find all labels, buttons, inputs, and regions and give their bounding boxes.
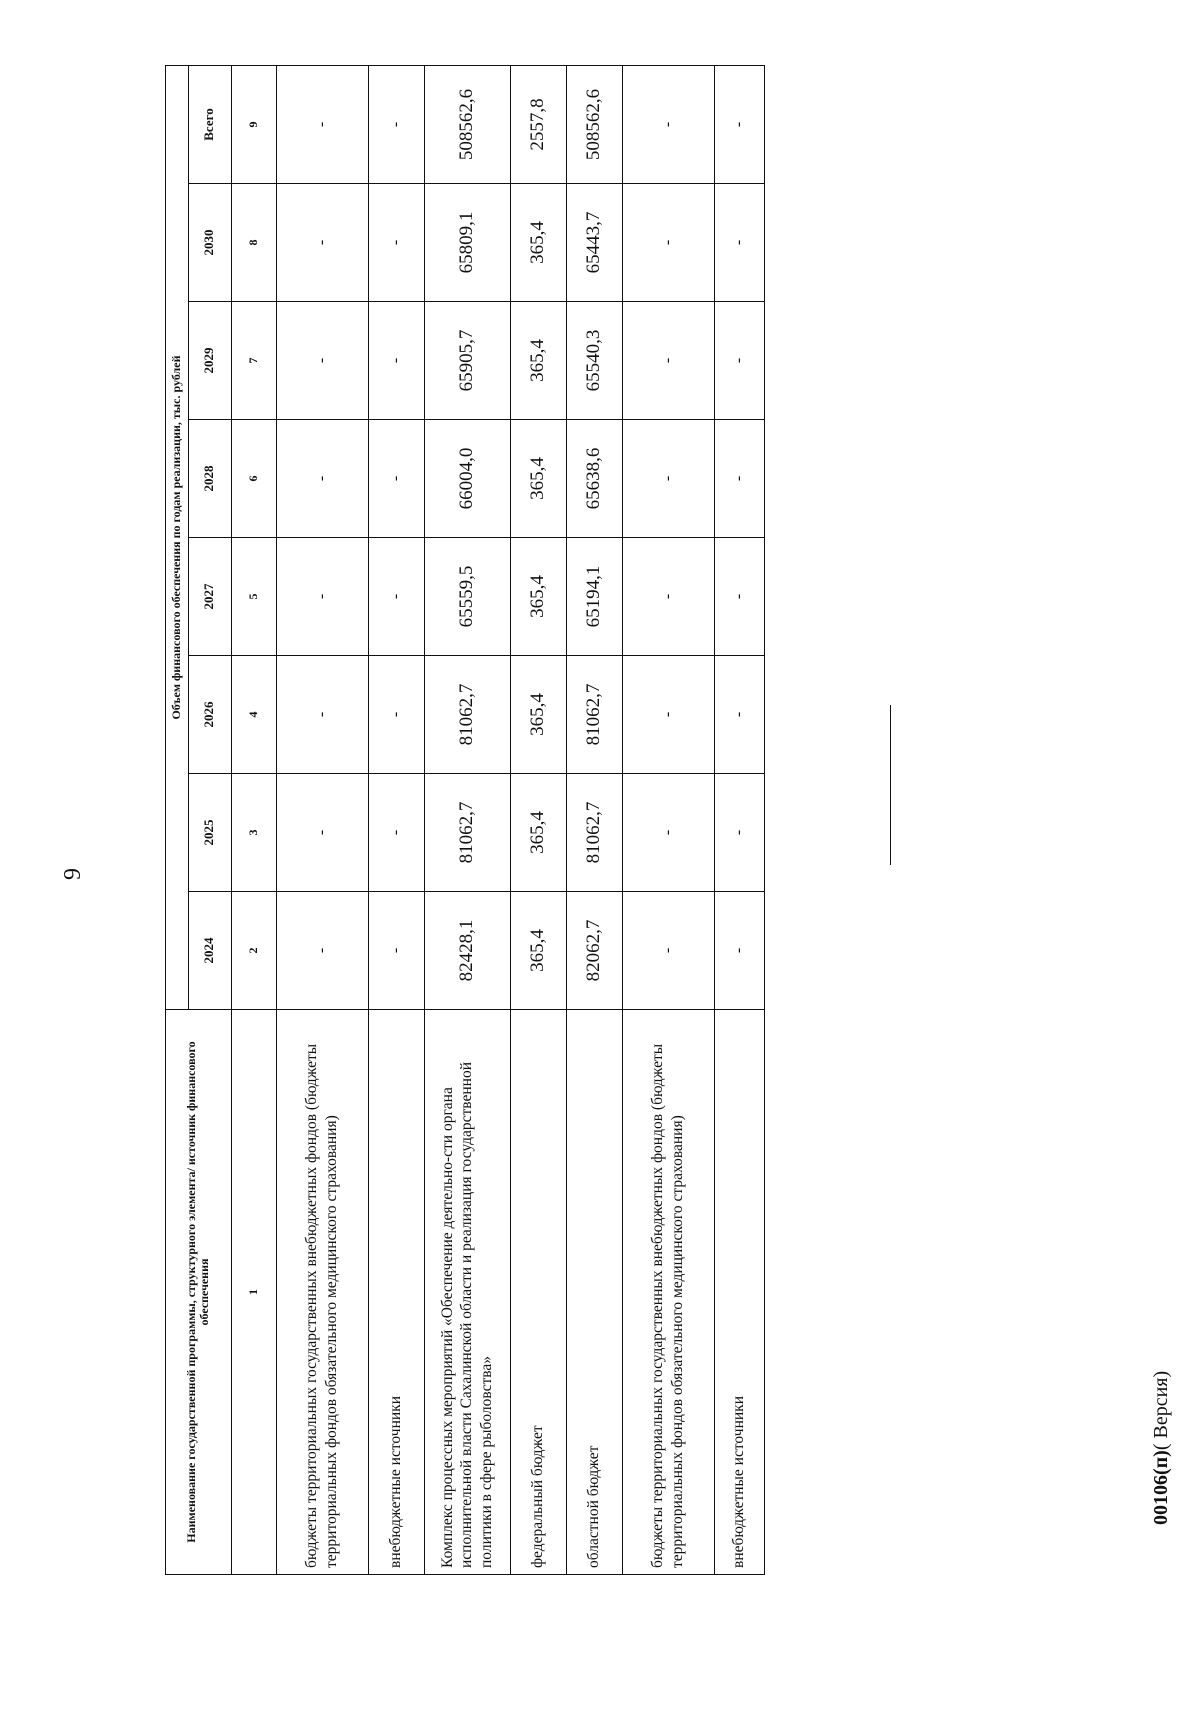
table-cell: - — [622, 538, 714, 656]
financing-table — [165, 65, 765, 1575]
column-number: 6 — [231, 420, 276, 538]
table-cell: 365,4 — [510, 892, 566, 1010]
table-row — [510, 66, 566, 1575]
column-number: 1 — [231, 1010, 276, 1575]
table-cell: 508562,6 — [424, 66, 510, 184]
table-cell: 365,4 — [510, 184, 566, 302]
year-header: 2029 — [188, 302, 231, 420]
table-cell: 81062,7 — [424, 774, 510, 892]
table-row — [622, 66, 714, 1575]
table-cell: 65559,5 — [424, 538, 510, 656]
table-cell: - — [714, 774, 764, 892]
table-cell: 65540,3 — [566, 302, 622, 420]
table-cell: 65194,1 — [566, 538, 622, 656]
row-label: бюджеты территориальных государственных внебюджетных фондов (бюджеты территориальных фондов обязательного медицинского страхования) — [622, 1010, 714, 1575]
page-number: 9 — [60, 868, 86, 880]
table-row — [714, 66, 764, 1575]
table-cell: - — [368, 184, 424, 302]
table-cell: - — [714, 538, 764, 656]
table-cell: 508562,6 — [566, 66, 622, 184]
table-cell: 65638,6 — [566, 420, 622, 538]
table-cell: - — [714, 66, 764, 184]
header-volume: Объем финансового обеспечения по годам реализации, тыс. рублей — [166, 66, 189, 1010]
column-number: 4 — [231, 656, 276, 774]
table-cell: - — [714, 302, 764, 420]
column-number: 8 — [231, 184, 276, 302]
table-cell: - — [368, 66, 424, 184]
table-cell: 365,4 — [510, 538, 566, 656]
table-cell: - — [368, 892, 424, 1010]
table-row — [276, 66, 368, 1575]
year-header: 2024 — [188, 892, 231, 1010]
row-label: бюджеты территориальных государственных внебюджетных фондов (бюджеты территориальных фондов обязательного медицинского страхования) — [276, 1010, 368, 1575]
table-cell: 81062,7 — [424, 656, 510, 774]
total-header: Всего — [188, 66, 231, 184]
header-name: Наименование государственной программы, структурного элемента/ источник финансового обеспечения — [166, 1010, 232, 1575]
table-cell: - — [368, 302, 424, 420]
row-label: Комплекс процессных мероприятий «Обеспечение деятельно-сти органа исполнительной власти Сахалинской области и реализация государственной политики в сфере рыболовства» — [424, 1010, 510, 1575]
year-header: 2025 — [188, 774, 231, 892]
separator-line — [890, 705, 891, 865]
table-cell: - — [368, 538, 424, 656]
table-cell: - — [276, 656, 368, 774]
table-cell: - — [368, 420, 424, 538]
table-cell: 82062,7 — [566, 892, 622, 1010]
table-cell: - — [622, 420, 714, 538]
table-cell: - — [714, 184, 764, 302]
table-cell: - — [276, 302, 368, 420]
table-cell: - — [276, 892, 368, 1010]
column-number: 5 — [231, 538, 276, 656]
document-footer — [1150, 1371, 1173, 1525]
table-cell: - — [276, 538, 368, 656]
table-cell: 365,4 — [510, 302, 566, 420]
table-cell: - — [276, 184, 368, 302]
document-code: 00106(п) — [1150, 1450, 1172, 1525]
table-cell: - — [714, 420, 764, 538]
table-cell: 66004,0 — [424, 420, 510, 538]
column-number: 9 — [231, 66, 276, 184]
table-cell: 82428,1 — [424, 892, 510, 1010]
row-label: внебюджетные источники — [368, 1010, 424, 1575]
column-number: 7 — [231, 302, 276, 420]
table-cell: 2557,8 — [510, 66, 566, 184]
column-number: 2 — [231, 892, 276, 1010]
table-row — [566, 66, 622, 1575]
row-label: внебюджетные источники — [714, 1010, 764, 1575]
table-cell: - — [622, 184, 714, 302]
row-label: областной бюджет — [566, 1010, 622, 1575]
table-cell: 65809,1 — [424, 184, 510, 302]
column-number: 3 — [231, 774, 276, 892]
document-version: ( Версия) — [1150, 1370, 1172, 1451]
row-label: федеральный бюджет — [510, 1010, 566, 1575]
table-cell: 81062,7 — [566, 656, 622, 774]
table-row — [368, 66, 424, 1575]
table-cell: - — [622, 892, 714, 1010]
table-cell: - — [276, 774, 368, 892]
table-cell: 65443,7 — [566, 184, 622, 302]
year-header: 2026 — [188, 656, 231, 774]
table-cell: 365,4 — [510, 420, 566, 538]
year-header: 2027 — [188, 538, 231, 656]
table-cell: - — [276, 66, 368, 184]
table-cell: 365,4 — [510, 656, 566, 774]
table-cell: 365,4 — [510, 774, 566, 892]
table-cell: - — [714, 892, 764, 1010]
table-cell: 65905,7 — [424, 302, 510, 420]
table-cell: - — [622, 66, 714, 184]
year-header: 2028 — [188, 420, 231, 538]
table-cell: - — [368, 774, 424, 892]
table-cell: - — [622, 656, 714, 774]
table-cell: - — [368, 656, 424, 774]
table-cell: - — [622, 774, 714, 892]
table-row — [424, 66, 510, 1575]
table-cell: 81062,7 — [566, 774, 622, 892]
table-cell: - — [714, 656, 764, 774]
year-header: 2030 — [188, 184, 231, 302]
table-cell: - — [276, 420, 368, 538]
table-cell: - — [622, 302, 714, 420]
